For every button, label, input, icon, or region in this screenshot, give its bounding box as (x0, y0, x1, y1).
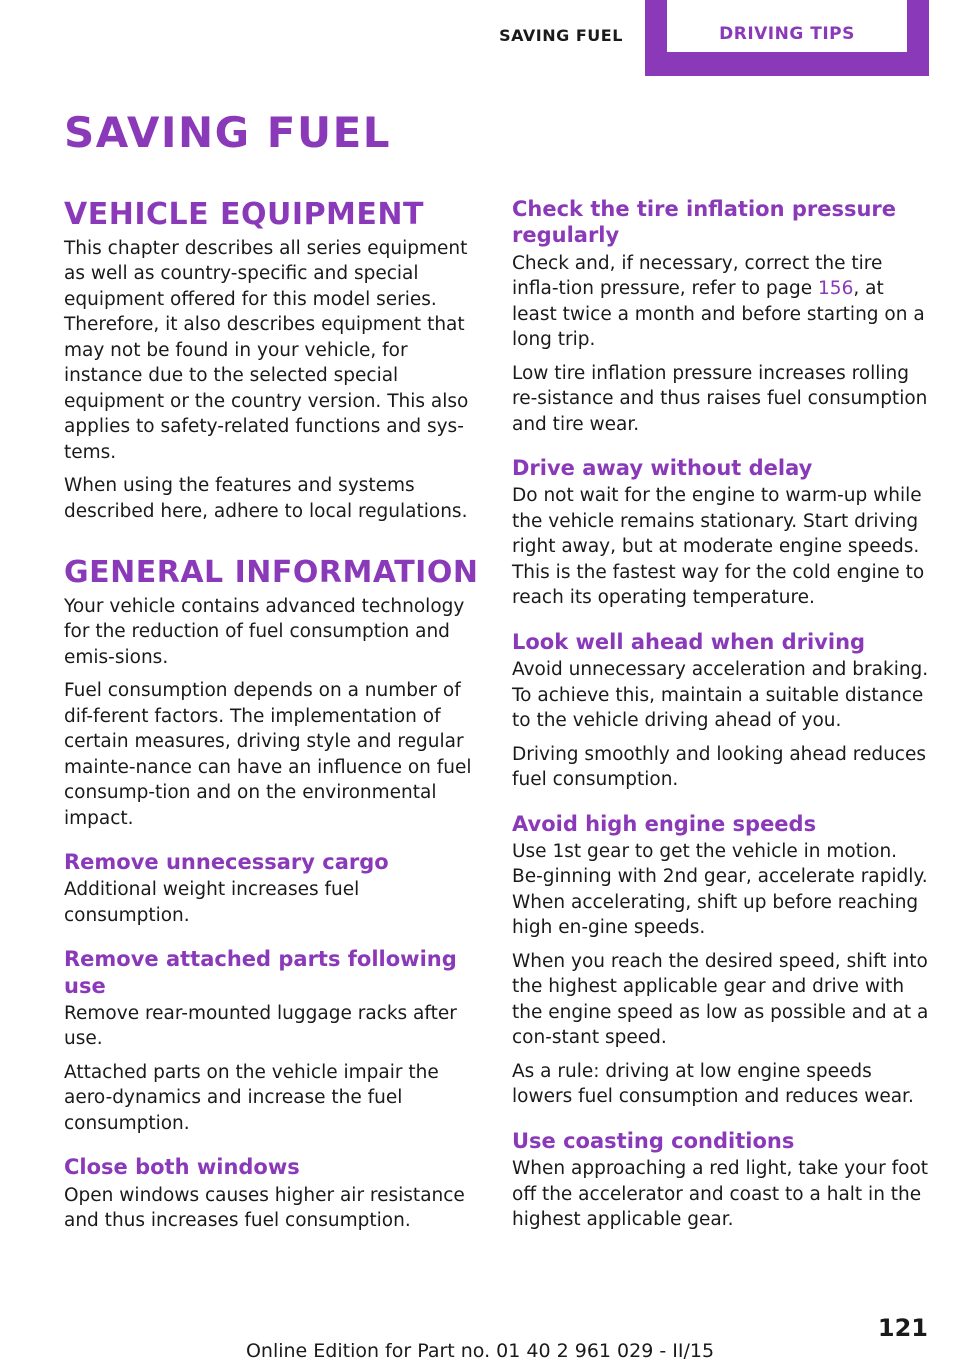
footer-edition-note: Online Edition for Part no. 01 40 2 961 029 - II/15 (245, 1340, 715, 1362)
drive-away-heading: Drive away without delay (512, 456, 813, 480)
vehicle-equipment-paragraph-1: This chapter describes all series equipment as well as country-specific and special equipment offered for this model series. Therefore, it also describes equipment that may not be found in your vehicle, for instance due to the selected special equipment or the country version. This also applies to safety-related functions and sys-tems. (64, 237, 469, 463)
coasting-heading: Use coasting conditions (512, 1128, 795, 1153)
page-reference-link[interactable]: 156 (818, 278, 854, 299)
tire-pressure-paragraph-2: Low tire inflation pressure increases rolling re-sistance and thus raises fuel consumption and tire wear. (512, 362, 928, 435)
close-windows-paragraph: Open windows causes higher air resistance and thus increases fuel consumption. (64, 1184, 465, 1231)
vehicle-equipment-paragraph-2: When using the features and systems described here, adhere to local regulations. (64, 475, 468, 522)
general-information-paragraph-1: Your vehicle contains advanced technology for the reduction of fuel consumption and emis-sions. (64, 595, 465, 668)
remove-parts-paragraph-1: Remove rear-mounted luggage racks after use. (64, 1002, 457, 1050)
remove-cargo-paragraph: Additional weight increases fuel consumption. (64, 879, 360, 926)
tire-pressure-text-before: Check and, if necessary, correct the tire infla-tion pressure, refer to page (512, 252, 883, 299)
chapter-tab (645, 0, 929, 76)
remove-cargo-heading: Remove unnecessary cargo (64, 850, 389, 874)
remove-parts-paragraph-2: Attached parts on the vehicle impair the aero-dynamics and increase the fuel consumption. (64, 1061, 439, 1134)
page-title: SAVING FUEL (64, 108, 392, 157)
tire-pressure-heading: Check the tire inflation pressure regularly (512, 197, 897, 248)
page-number: 121 (877, 1314, 928, 1342)
high-speeds-paragraph-3: As a rule: driving at low engine speeds lowers fuel consumption and reduces wear. (512, 1060, 914, 1108)
coasting-paragraph: When approaching a red light, take your foot off the accelerator and coast to a halt in the highest applicable gear. (512, 1158, 929, 1230)
drive-away-paragraph: Do not wait for the engine to warm-up while the vehicle remains stationary. Start driving right away, but at moderate engine speeds. This is the fastest way for the cold engine to reach its operating temperature. (512, 485, 925, 609)
running-header-section: SAVING FUEL (499, 26, 623, 45)
general-information-paragraph-2: Fuel consumption depends on a number of dif-ferent factors. The implementation of certain measures, driving style and regular mainte-nance can have an influence on fuel consump-tion and on the environmental impact. (64, 680, 472, 829)
right-column (512, 196, 930, 1241)
look-ahead-paragraph-1: Avoid unnecessary acceleration and braking. To achieve this, maintain a suitable distance to the vehicle driving ahead of you. (512, 659, 929, 731)
look-ahead-heading: Look well ahead when driving (512, 629, 866, 654)
chapter-tab-label: DRIVING TIPS (667, 0, 907, 52)
left-column (64, 196, 482, 1242)
tire-pressure-paragraph-1 (512, 251, 930, 353)
high-speeds-heading: Avoid high engine speeds (512, 811, 817, 836)
high-speeds-paragraph-2: When you reach the desired speed, shift into the highest applicable gear and drive with the engine speed as low as possible and at a con-stant speed. (512, 950, 929, 1049)
tire-pressure-text-after: , at least twice a month and before starting on a long trip. (512, 278, 925, 350)
look-ahead-paragraph-2: Driving smoothly and looking ahead reduces fuel consumption. (512, 743, 926, 790)
general-information-heading: GENERAL INFORMATION (64, 555, 479, 590)
close-windows-heading: Close both windows (64, 1155, 300, 1180)
high-speeds-paragraph-1: Use 1st gear to get the vehicle in motion. Be-ginning with 2nd gear, accelerate rapidly. When accelerating, shift up before reaching high en-gine speeds. (512, 840, 928, 939)
vehicle-equipment-heading: VEHICLE EQUIPMENT (64, 197, 424, 232)
remove-parts-heading: Remove attached parts following use (64, 947, 457, 998)
